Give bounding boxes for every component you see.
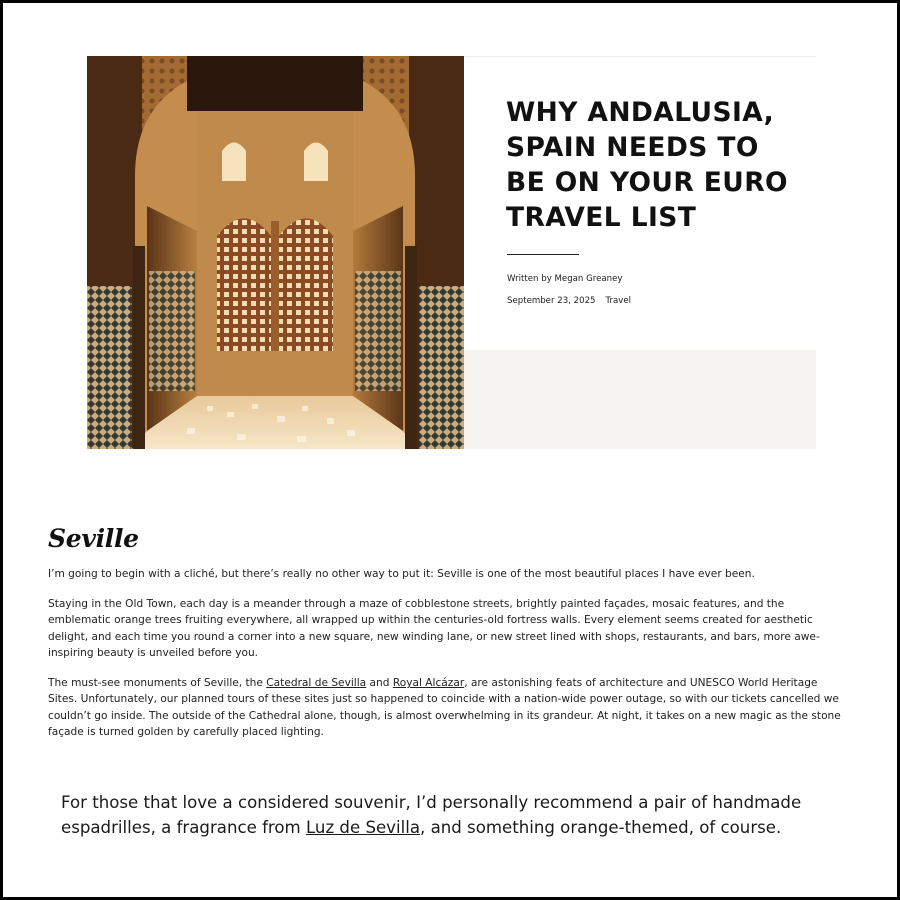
paragraph-monuments	[48, 675, 848, 740]
article-page	[3, 3, 897, 897]
alhambra-arch-illustration	[87, 56, 464, 449]
paragraph-text: The must-see monuments of Seville, the	[48, 677, 267, 689]
category-link[interactable]: Travel	[605, 296, 632, 306]
pull-quote-text: For those that love a considered souvenir, I’d personally recommend a pair of handmade espadrilles, a fragrance from	[61, 793, 802, 837]
paragraph-old-town: Staying in the Old Town, each day is a meander through a maze of cobblestone streets, brightly painted façades, mosaic features, and the emblematic orange trees fruiting everywhere, all wrapped up within the centuries-old fortress walls. Every element seems created for aesthetic delight, and each time you round a corner into a new square, new winding lane, or new street lined with shops, restaurants, and bars, more awe-inspiring beauty is unveiled before you.	[48, 598, 820, 659]
article-title: WHY ANDALUSIA, SPAIN NEEDS TO BE ON YOUR EURO TRAVEL LIST	[506, 97, 788, 233]
hero-panel-background	[464, 350, 816, 449]
publish-date: September 23, 2025	[507, 296, 596, 306]
hero-image	[87, 56, 464, 449]
section-heading: Seville	[48, 524, 139, 553]
luz-de-sevilla-link[interactable]: Luz de Sevilla	[305, 818, 421, 837]
paragraph-text: , are astonishing feats of architecture and UNESCO World Heritage Sites. Unfortunately, our planned tours of these sites just so happened to coincide with a nation-wide power outage, so with our tickets cancelled we couldn’t go inside. The outside of the Cathedral alone, though, is almost overwhelming in its grandeur. At night, it takes on a new magic as the stone façade is turned golden by carefully placed lighting.	[48, 677, 841, 738]
article-meta	[507, 296, 631, 306]
hero-top-divider	[464, 56, 816, 57]
paragraph-intro: I’m going to begin with a cliché, but there’s really no other way to put it: Seville is one of the most beautiful places I have ever been.	[48, 568, 755, 580]
paragraph-text: and	[366, 677, 393, 689]
royal-alcazar-link[interactable]: Royal Alcázar	[392, 677, 465, 689]
catedral-link[interactable]: Catedral de Sevilla	[266, 677, 367, 689]
pull-quote-text: , and something orange-themed, of course.	[420, 818, 782, 837]
author-byline: Written by Megan Greaney	[507, 274, 623, 284]
pull-quote	[61, 790, 851, 840]
title-divider	[507, 254, 579, 255]
